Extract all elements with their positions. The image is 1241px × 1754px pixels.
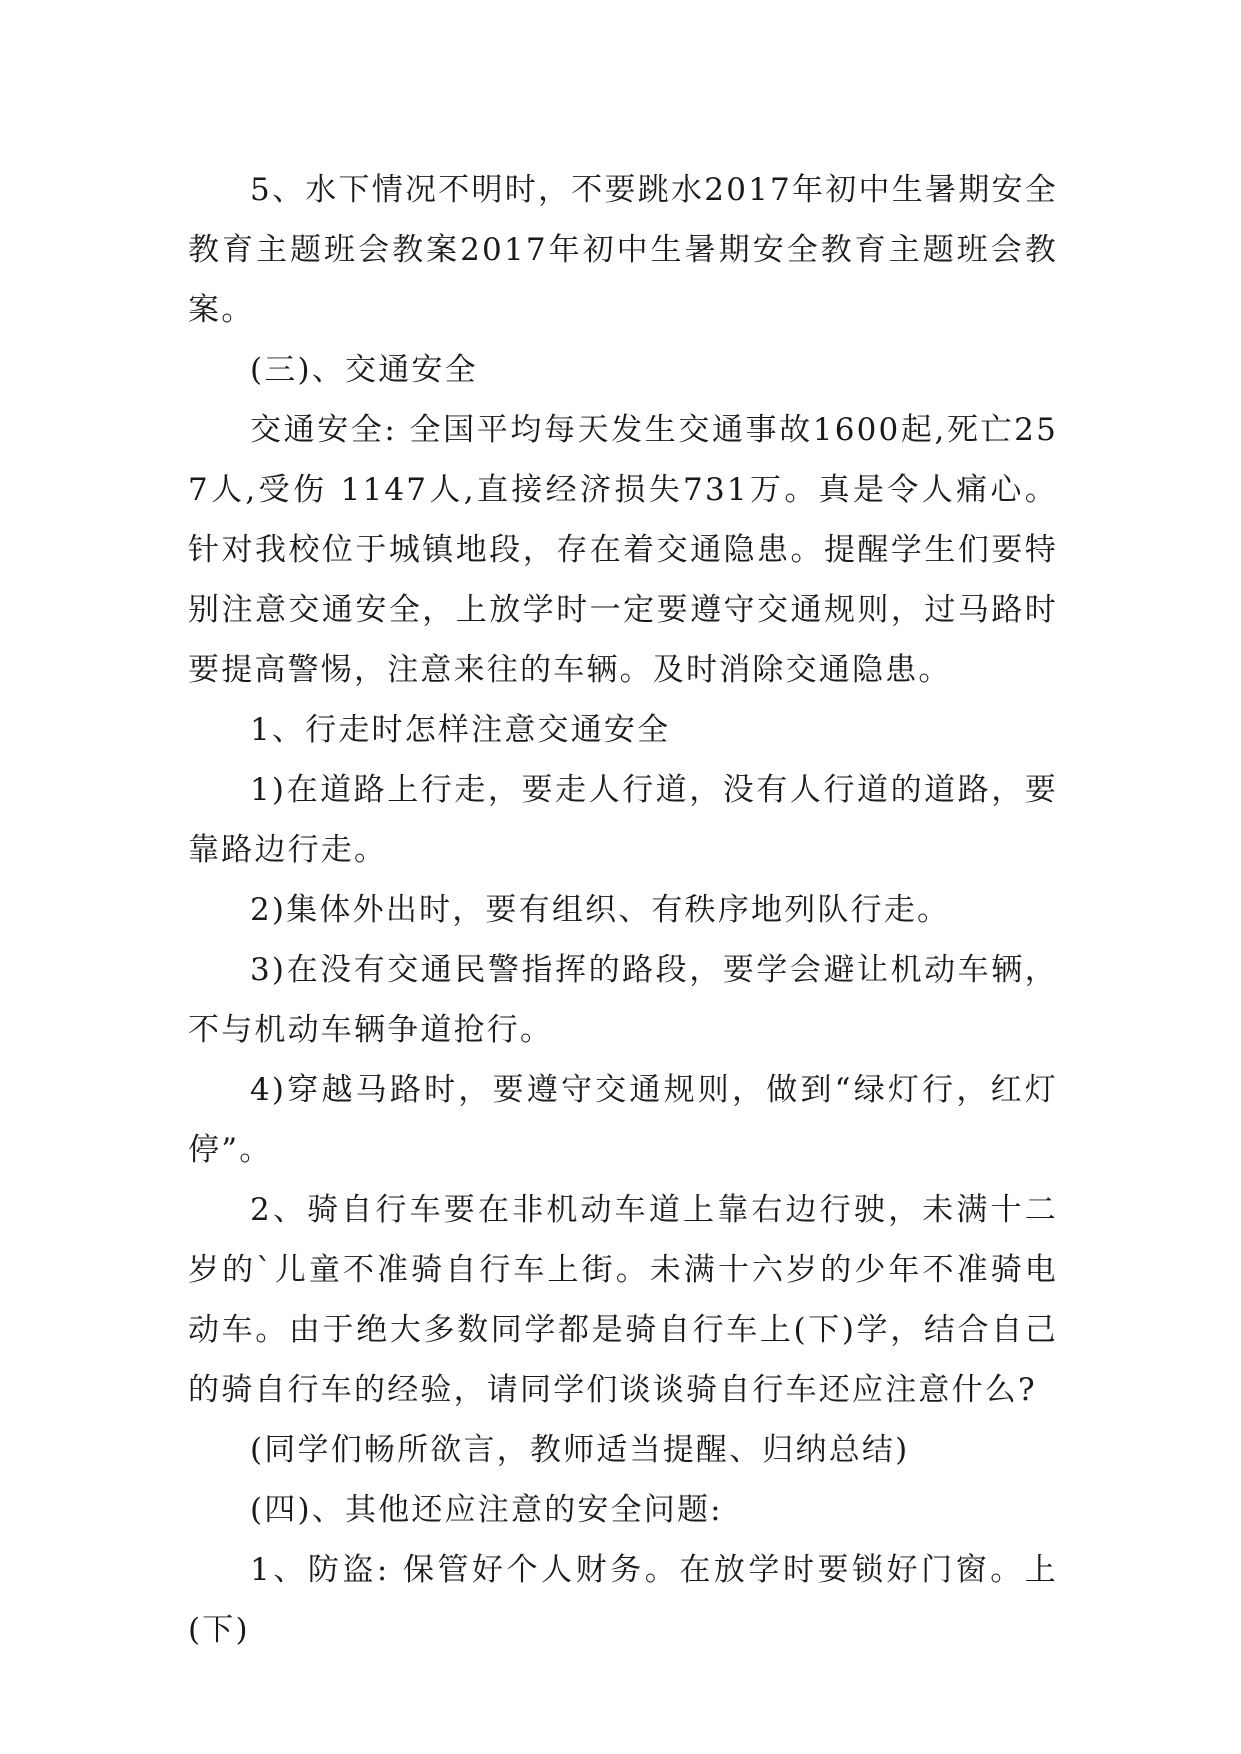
paragraph-walking-rule-3: 3)在没有交通民警指挥的路段，要学会避让机动车辆，不与机动车辆争道抢行。 bbox=[188, 952, 1058, 1048]
paragraph-walking-rule-4: 4)穿越马路时，要遵守交通规则，做到“绿灯行，红灯停”。 bbox=[188, 1072, 1058, 1168]
section-heading-traffic-safety: (三)、交通安全 bbox=[250, 352, 478, 388]
paragraph-class-discussion: (同学们畅所欲言，教师适当提醒、归纳总结) bbox=[250, 1432, 910, 1468]
section-heading-other-safety: (四)、其他还应注意的安全问题: bbox=[250, 1492, 723, 1528]
paragraph-traffic-statistics: 交通安全: 全国平均每天发生交通事故1600起,死亡257人,受伤 1147人,直接经济损失731万。真是令人痛心。针对我校位于城镇地段，存在着交通隐患。提醒学生们要特别注意交通安全，上放学时一定要遵守交通规则，过马路时要提高警惕，注意来往的车辆。及时消除交通隐患。 bbox=[188, 412, 1058, 688]
paragraph-bicycle-safety: 2、骑自行车要在非机动车道上靠右边行驶，未满十二岁的`儿童不准骑自行车上街。未满十六岁的少年不准骑电动车。由于绝大多数同学都是骑自行车上(下)学，结合自己的骑自行车的经验，请同学们谈谈骑自行车还应注意什么? bbox=[188, 1192, 1058, 1408]
paragraph-walking-rule-1: 1)在道路上行走，要走人行道，没有人行道的道路，要靠路边行走。 bbox=[188, 772, 1058, 868]
paragraph-item5-diving: 5、水下情况不明时，不要跳水2017年初中生暑期安全教育主题班会教案2017年初中生暑期安全教育主题班会教案。 bbox=[188, 172, 1058, 328]
document-body bbox=[188, 160, 1058, 1660]
paragraph-walking-rule-2: 2)集体外出时，要有组织、有秩序地列队行走。 bbox=[250, 892, 951, 928]
paragraph-theft-prevention: 1、防盗: 保管好个人财务。在放学时要锁好门窗。上(下) bbox=[188, 1552, 1058, 1648]
subheading-walking-safety: 1、行走时怎样注意交通安全 bbox=[250, 712, 671, 748]
